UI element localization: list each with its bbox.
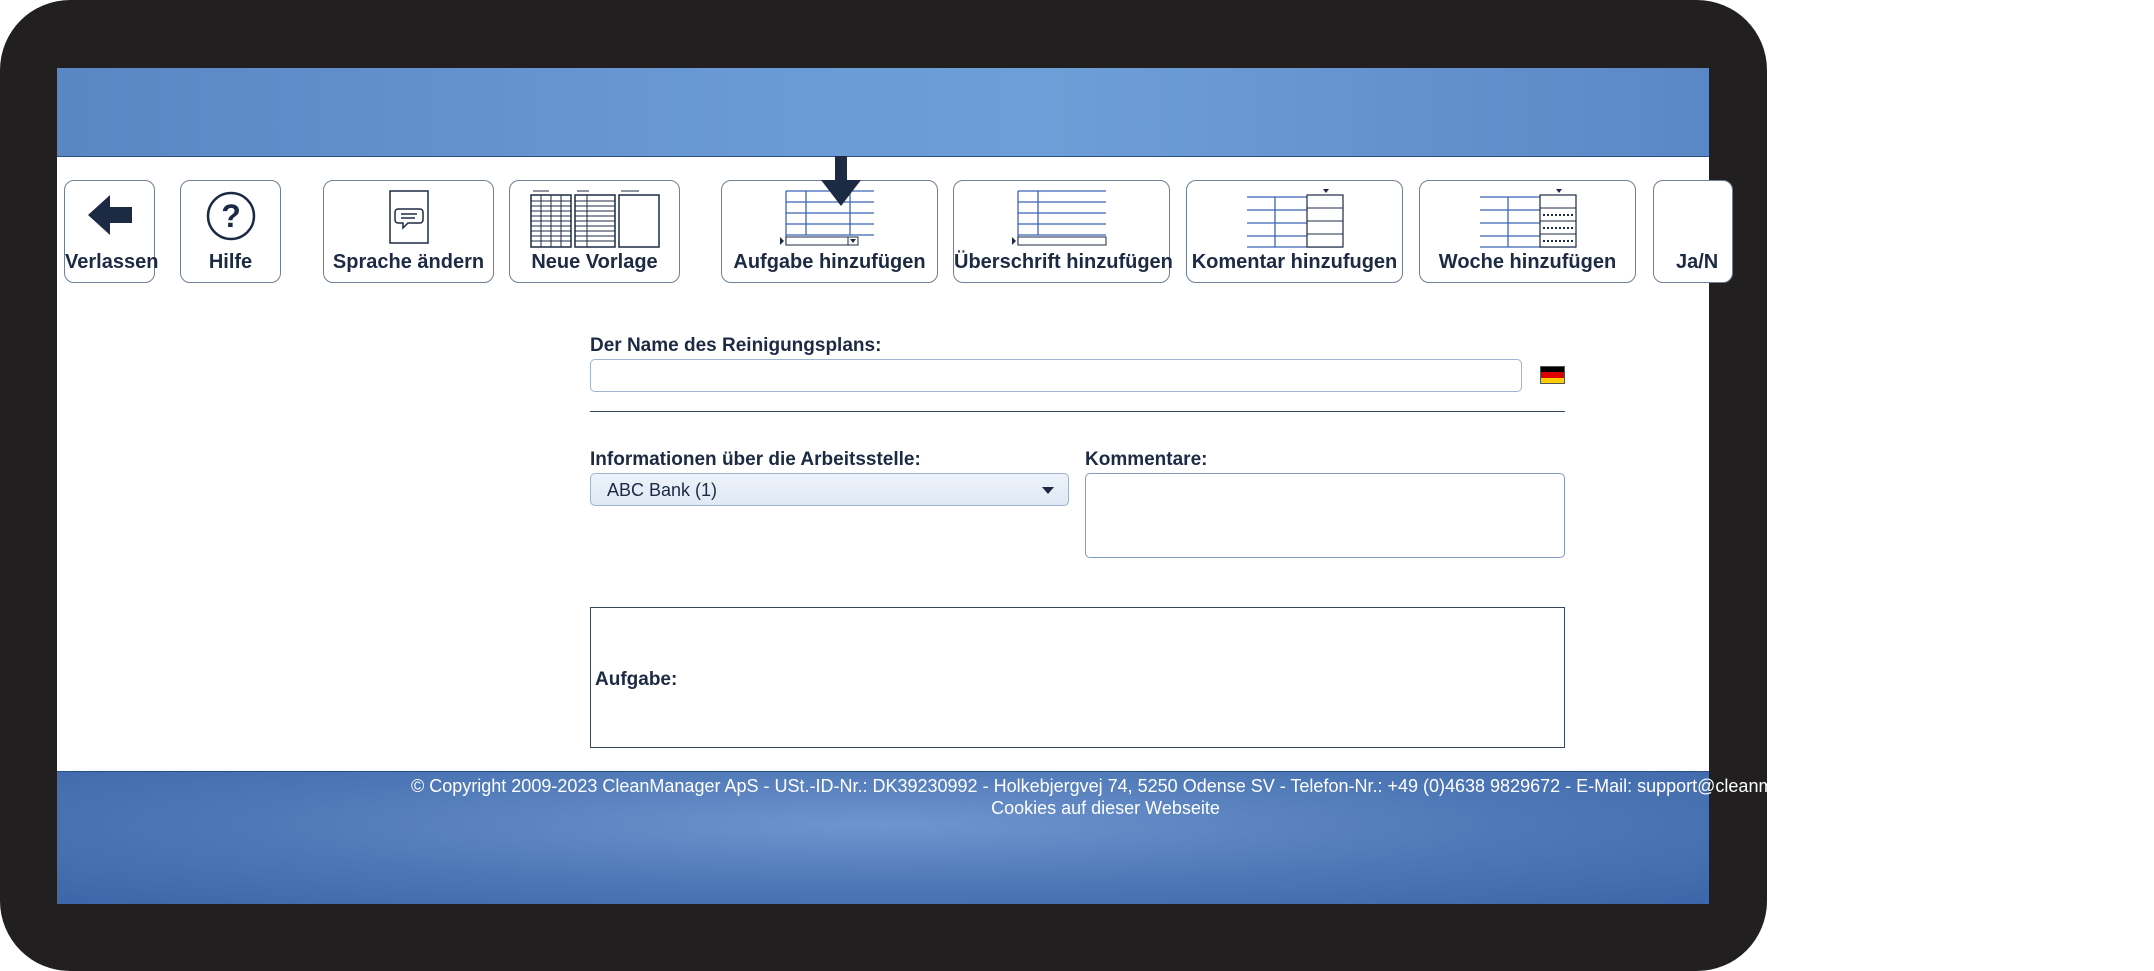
yes-no-button[interactable]: [1653, 180, 1733, 283]
workplace-select-value: ABC Bank (1): [607, 480, 718, 500]
yes-no-button-label: Ja/N: [1676, 251, 1719, 273]
add-week-button[interactable]: [1419, 180, 1636, 283]
app-screen: [57, 68, 1784, 903]
arrow-left-icon: [84, 189, 136, 241]
german-flag-icon[interactable]: [1540, 366, 1565, 384]
copyright-text: © Copyright 2009-2023 CleanManager ApS - USt.-ID-Nr.: DK39230992 - Holkebjergvej 74, 5250 Odense SV - Telefon-Nr.: +49 (0)4638 9829672 - E-Mail: support@cleanma: [411, 776, 1784, 796]
comments-textarea[interactable]: [1085, 473, 1565, 558]
add-heading-button-label: Überschrift hinzufügen: [954, 251, 1173, 273]
add-heading-table-icon: [1012, 189, 1112, 247]
task-section: [590, 607, 1565, 748]
add-comment-button[interactable]: [1186, 180, 1403, 283]
new-template-button[interactable]: [509, 180, 680, 283]
divider: [590, 411, 1565, 412]
plan-name-label: Der Name des Reinigungsplans:: [590, 335, 882, 356]
add-comment-button-label: Komentar hinzufugen: [1191, 251, 1398, 273]
add-task-button-label: Aufgabe hinzufügen: [733, 251, 926, 273]
add-week-button-label: Woche hinzufügen: [1438, 251, 1617, 273]
workplace-label: Informationen über die Arbeitsstelle:: [590, 449, 921, 470]
new-template-icon: [529, 189, 661, 249]
add-comment-table-icon: [1245, 189, 1345, 249]
down-arrow-icon: [821, 156, 861, 208]
svg-text:?: ?: [220, 198, 241, 234]
add-week-table-icon: [1478, 189, 1578, 249]
header-band: [57, 68, 1709, 157]
footer: [57, 771, 1784, 904]
comments-label: Kommentare:: [1085, 449, 1208, 470]
task-label: Aufgabe:: [595, 669, 678, 690]
new-template-button-label: Neue Vorlage: [531, 251, 658, 273]
change-language-button-label: Sprache ändern: [332, 251, 485, 273]
chevron-down-icon: [1042, 487, 1054, 494]
question-icon: [204, 189, 258, 243]
help-button-label: Hilfe: [208, 251, 253, 273]
workplace-select[interactable]: [590, 473, 1069, 506]
help-button[interactable]: [180, 180, 281, 283]
add-heading-button[interactable]: [953, 180, 1173, 283]
change-language-button[interactable]: [323, 180, 494, 283]
exit-button[interactable]: [64, 180, 159, 283]
exit-button-label: Verlassen: [65, 251, 159, 273]
speech-bubble-icon: [388, 189, 430, 245]
plan-name-input[interactable]: [590, 359, 1522, 392]
cookies-link[interactable]: Cookies auf dieser Webseite: [991, 798, 1220, 818]
